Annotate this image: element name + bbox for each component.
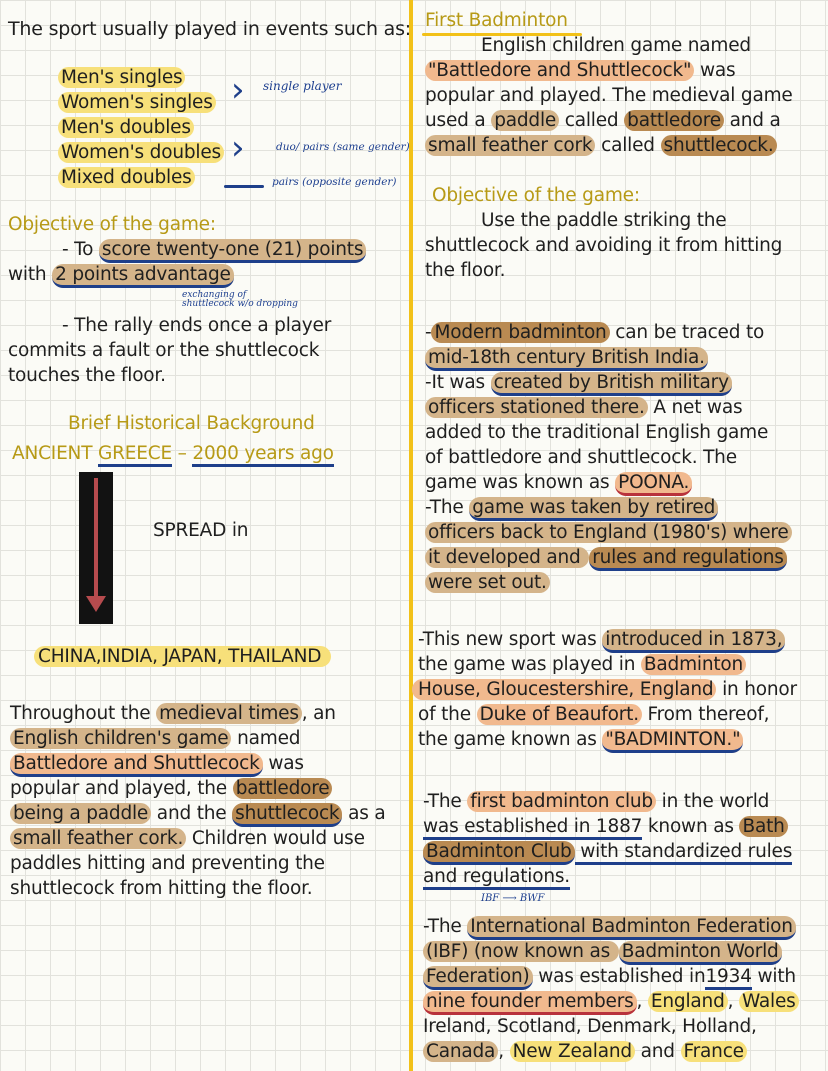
text-span: -This new sport was [418,629,603,650]
text-span: named [231,728,301,749]
text-span: small feather cork. [10,828,186,849]
column-divider [409,0,413,1071]
text-span: was established in [532,966,706,987]
text-span: was established in 1887 [423,816,642,840]
text-span: and [634,1041,681,1062]
text-span: -It was [425,372,491,393]
rally-line: touches the floor. [8,365,166,386]
text-span: exchanging of [182,290,247,300]
text-span: being a paddle [10,803,151,824]
text-span: Canada [423,1041,498,1062]
intro-line: The sport usually played in events such as: [8,18,411,40]
event-item: Women's doubles [58,142,224,163]
objective-line [8,263,234,288]
first-badminton-heading: First Badminton [425,10,568,31]
note-single: single player [263,79,342,93]
text-span: with [8,264,53,285]
text-span: can be traced to [609,322,765,343]
text-span: first badminton club [467,791,656,812]
objective-heading-right: Objective of the game: [432,185,640,206]
text-span: England [648,991,728,1012]
text-span: popular and played. The medieval game [425,85,793,106]
objective-right-line: shuttlecock and avoiding it from hitting [425,235,783,256]
text-span: battledore [624,110,724,131]
spread-label: SPREAD in [153,520,249,541]
text-span: with [751,966,796,987]
text-span: "BADMINTON." [602,729,743,753]
history-heading: Brief Historical Background [68,413,315,434]
text-span: nine founder members [423,991,637,1015]
chevron-right-icon: › [231,70,245,110]
text-span: and a [723,110,781,131]
text-span: (IBF) (now known as [423,941,619,962]
note-pairs: pairs (opposite gender) [272,176,397,188]
text-span: New Zealand [510,1041,635,1062]
text-span: rules and regulations [589,547,786,571]
text-span: and regulations. [423,866,570,890]
text-span: known as [642,816,740,837]
text-span: From thereof, [641,704,770,725]
text-span: "Battledore and Shuttlecock" [425,60,694,81]
objective-heading-left: Objective of the game: [8,214,216,235]
text-span: GREECE [98,443,172,467]
text-span: were set out. [425,572,550,593]
text-span: , [727,991,739,1012]
text-span: added to the traditional English game [425,422,769,443]
text-span: officers stationed there. [425,397,648,418]
text-span: Children would use [186,828,365,849]
event-item: Men's singles [58,67,185,88]
text-span: Federation) [423,966,533,990]
text-span: mid-18th century British India. [425,347,708,371]
chevron-right-icon: › [231,128,245,168]
note-ibf: IBF ⟶ BWF [481,893,545,904]
text-span: Bath [739,816,787,837]
down-arrow-icon [79,472,113,624]
text-span: shuttlecock w/o dropping [182,299,298,309]
text-span: called [559,110,625,131]
text-span: 2000 years ago [192,443,333,467]
text-span: , [498,1041,510,1062]
note-rally [182,291,298,309]
text-span: -The [423,916,468,937]
text-span: International Badminton Federation [467,916,796,940]
objective-right-line: the floor. [425,260,506,281]
text-span: in honor [716,679,797,700]
text-span: game was taken by retired [469,497,718,521]
text-span: called [595,135,661,156]
text-span: – [171,443,193,464]
text-span: score twenty-one (21) points [99,239,366,263]
text-span: Badminton [641,654,746,675]
text-span: as a [342,803,386,824]
text-span: -The [425,497,470,518]
objective-line [62,238,366,263]
text-span: A net was [647,397,743,418]
text-span: 2 points advantage [52,264,234,288]
text-span: shuttlecock. [661,135,777,156]
text-span: English children's game [10,728,231,749]
text-span: 1934 [705,966,751,990]
text-span: Wales [739,991,799,1012]
text-span: Battledore and Shuttlecock [10,753,263,777]
text-span: with standardized rules [575,841,793,865]
rally-line: - The rally ends once a player [62,315,332,336]
event-item: Men's doubles [58,117,194,138]
text-span: Ireland, Scotland, Denmark, Holland, [423,1016,757,1037]
text-span: and the [151,803,233,824]
text-span: battledore [233,778,333,799]
dash-line [224,185,264,188]
text-span: Badminton World [619,941,782,965]
event-item: Mixed doubles [58,167,195,188]
text-span: -The [423,791,468,812]
text-span: the game was played in [418,654,641,675]
text-span: it developed and [425,547,589,568]
text-span: of the [418,704,477,725]
text-span: of battledore and shuttlecock. The [425,447,737,468]
text-span: small feather cork [425,135,595,156]
text-span: paddles hitting and preventing the [10,853,325,874]
event-item: Women's singles [58,92,216,113]
text-span: Duke of Beaufort. [477,704,642,725]
text-span: Throughout the [10,703,157,724]
note-duo: duo/ pairs (same gender) [276,141,410,153]
text-span: - To [62,239,99,260]
text-span: was [262,753,304,774]
text-span: created by British military [491,372,732,396]
text-span: in the world [655,791,770,812]
text-span: Badminton Club [423,841,575,865]
text-span: the game known as [418,729,603,750]
history-subheading [12,442,334,467]
text-span: Modern badminton [431,322,609,343]
text-span: - [425,322,432,343]
text-span: officers back to England (1980's) where [425,522,792,543]
text-span: was [694,60,736,81]
text-span: ANCIENT [12,443,98,464]
text-span: shuttlecock [232,803,342,827]
objective-right-line: Use the paddle striking the [481,210,727,231]
text-span: introduced in 1873, [602,629,785,653]
text-span: POONA. [615,472,692,496]
text-span: medieval times [156,703,302,724]
text-span: shuttlecock from hitting the floor. [10,878,313,899]
text-span: English children game named [481,35,751,56]
text-span: paddle [491,110,559,131]
text-span: , [636,991,648,1012]
text-span: used a [425,110,492,131]
countries-label: CHINA,INDIA, JAPAN, THAILAND [34,646,331,667]
text-span: France [681,1041,747,1062]
text-span: popular and played, the [10,778,233,799]
text-span: , an [301,703,336,724]
text-span: House, Gloucestershire, England [412,679,716,700]
text-span: game was known as [425,472,616,493]
rally-line: commits a fault or the shuttlecock [8,340,320,361]
